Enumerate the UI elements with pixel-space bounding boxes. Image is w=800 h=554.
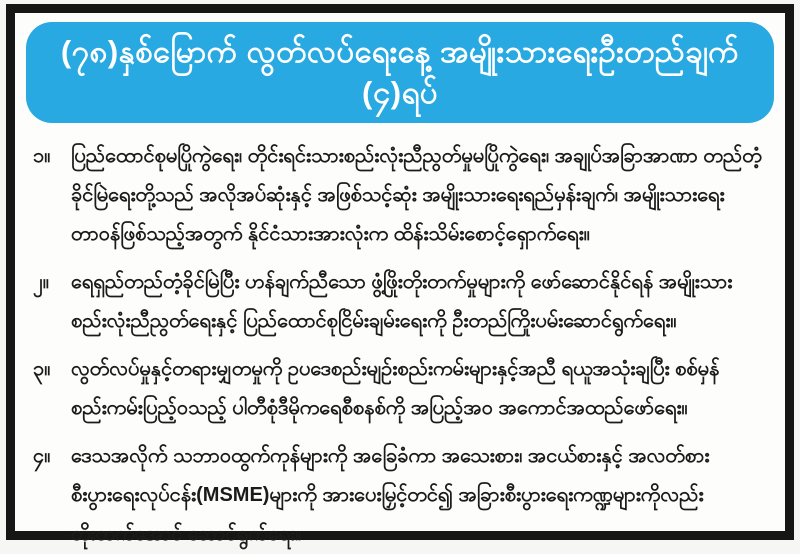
list-item bbox=[33, 263, 769, 341]
document-frame bbox=[6, 4, 794, 545]
objectives-list bbox=[26, 137, 774, 554]
objective-number: ၄။ bbox=[33, 445, 51, 467]
objective-text: ဒေသအလိုက် သဘာဝထွက်ကုန်များကို အခြေခံကာ အသေးစား၊ အငယ်စားနှင့် အလတ်စား စီးပွားရေးလုပ်ငန်း(MSME)များကို အားပေးမြှင့်တင်၍ အခြားစီးပွားရေးကဏ္ဍများကိုလည်း တိုးတက်အောင် ဆောင်ရွက်ရေး။ bbox=[71, 445, 710, 545]
objective-text: ရေရှည်တည်တံ့ခိုင်မြဲပြီး ဟန်ချက်ညီသော ဖွံ့ဖြိုးတိုးတက်မှုများကို ဖော်ဆောင်နိုင်ရန် အမျိုးသားစည်းလုံးညီညွတ်ရေးနှင့် ပြည်ထောင်စုငြိမ်းချမ်းရေးကို ဦးတည်ကြိုးပမ်းဆောင်ရွက်ရေး။ bbox=[71, 271, 733, 332]
objective-text: လွတ်လပ်မှုနှင့်တရားမျှတမှုကို ဥပဒေစည်းမျဉ်းစည်းကမ်းများနှင့်အညီ ရယူအသုံးချပြီး စစ်မှန်စည်းကမ်းပြည့်ဝသည့် ပါတီစုံဒီမိုကရေစီစနစ်ကို အပြည့်အဝ အကောင်အထည်ဖော်ရေး။ bbox=[71, 358, 720, 419]
objective-number: ၁။ bbox=[33, 145, 51, 167]
objective-number: ၂။ bbox=[33, 271, 49, 293]
objective-text: ပြည်ထောင်စုမပြိုကွဲရေး၊ တိုင်းရင်းသားစည်းလုံးညီညွတ်မှုမပြိုကွဲရေး၊ အချုပ်အခြာအာဏာ တည်တံ့ခိုင်မြဲရေးတို့သည် အလိုအပ်ဆုံးနှင့် အဖြစ်သင့်ဆုံး အမျိုးသားရေးရည်မှန်းချက်၊ အမျိုးသားရေးတာဝန်ဖြစ်သည့်အတွက် နိုင်ငံသားအားလုံးက ထိန်းသိမ်းစောင့်ရှောက်ရေး။ bbox=[71, 145, 762, 245]
list-item bbox=[33, 437, 769, 554]
objective-number: ၃။ bbox=[33, 358, 51, 380]
title-banner bbox=[26, 22, 774, 123]
list-item bbox=[33, 350, 769, 428]
list-item bbox=[33, 137, 769, 254]
page-title: (၇၈)နှစ်မြောက် လွတ်လပ်ရေးနေ့ အမျိုးသားရေးဦးတည်ချက် (၄)ရပ် bbox=[60, 34, 740, 110]
